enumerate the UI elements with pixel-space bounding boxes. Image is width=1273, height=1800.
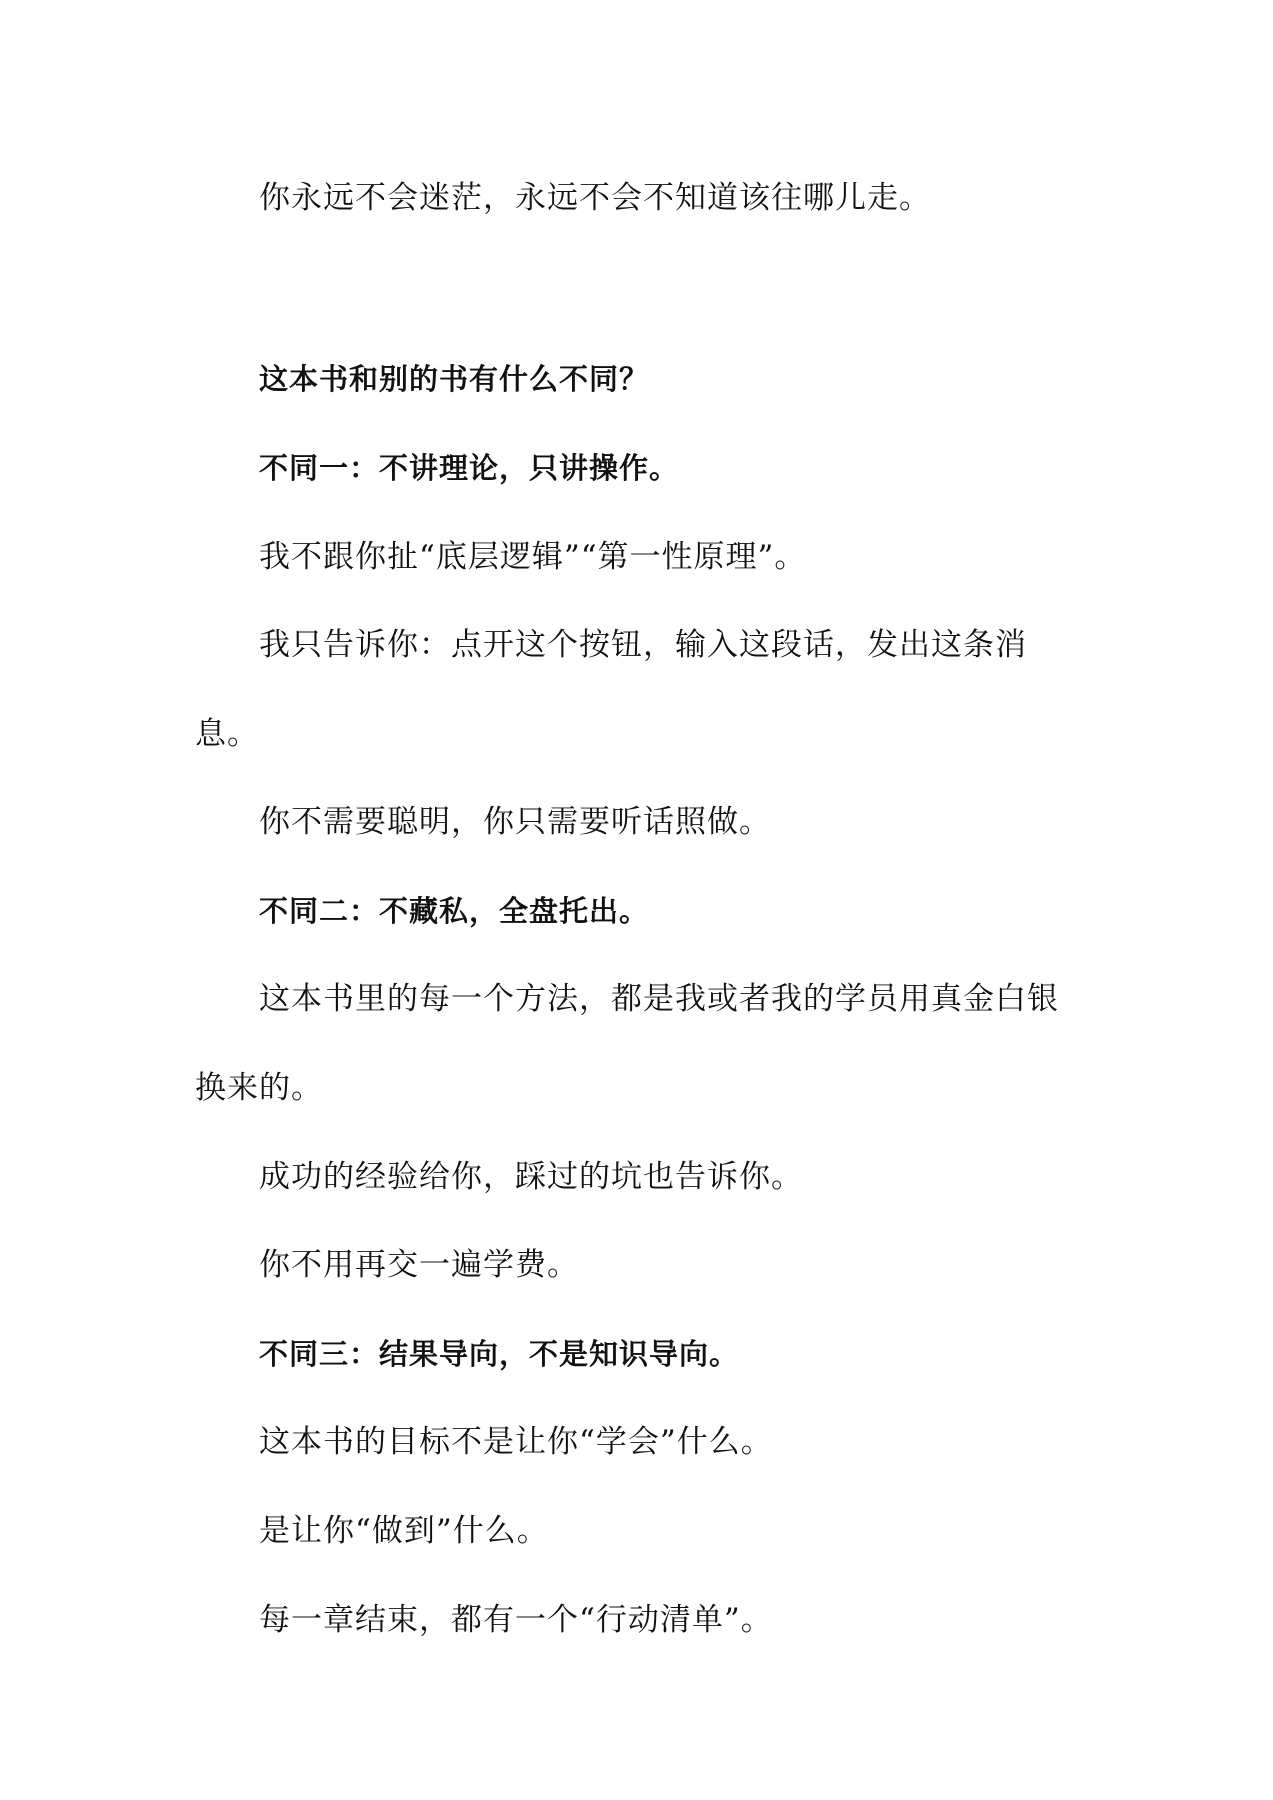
paragraph-text: 每一章结束，都有一个“行动清单”。: [259, 1602, 773, 1638]
paragraph-text: 是让你“做到”什么。: [259, 1513, 549, 1549]
paragraph-text: 成功的经验给你，踩过的坑也告诉你。: [259, 1159, 803, 1195]
subsection-heading: 不同一：不讲理论，只讲操作。: [259, 451, 680, 485]
subsection-heading: 不同二：不藏私，全盘托出。: [259, 894, 650, 928]
paragraph-text: 你不需要聪明，你只需要听话照做。: [259, 804, 771, 840]
paragraph-text-line-1: 我只告诉你：点开这个按钮，输入这段话，发出这条消: [259, 627, 1027, 663]
paragraph-text: 你不用再交一遍学费。: [259, 1247, 579, 1283]
subsection-heading: 不同三：结果导向，不是知识导向。: [259, 1337, 740, 1371]
paragraph-text-line-2: 换来的。: [195, 1070, 323, 1106]
paragraph-text: 我不跟你扯“底层逻辑”“第一性原理”。: [259, 539, 807, 575]
paragraph-text: 这本书的目标不是让你“学会”什么。: [259, 1424, 773, 1460]
paragraph-text-line-1: 这本书里的每一个方法，都是我或者我的学员用真金白银: [259, 981, 1059, 1017]
paragraph-text: 你永远不会迷茫，永远不会不知道该往哪儿走。: [259, 180, 931, 216]
section-heading: 这本书和别的书有什么不同？: [259, 362, 650, 396]
paragraph-text-line-2: 息。: [195, 716, 259, 752]
